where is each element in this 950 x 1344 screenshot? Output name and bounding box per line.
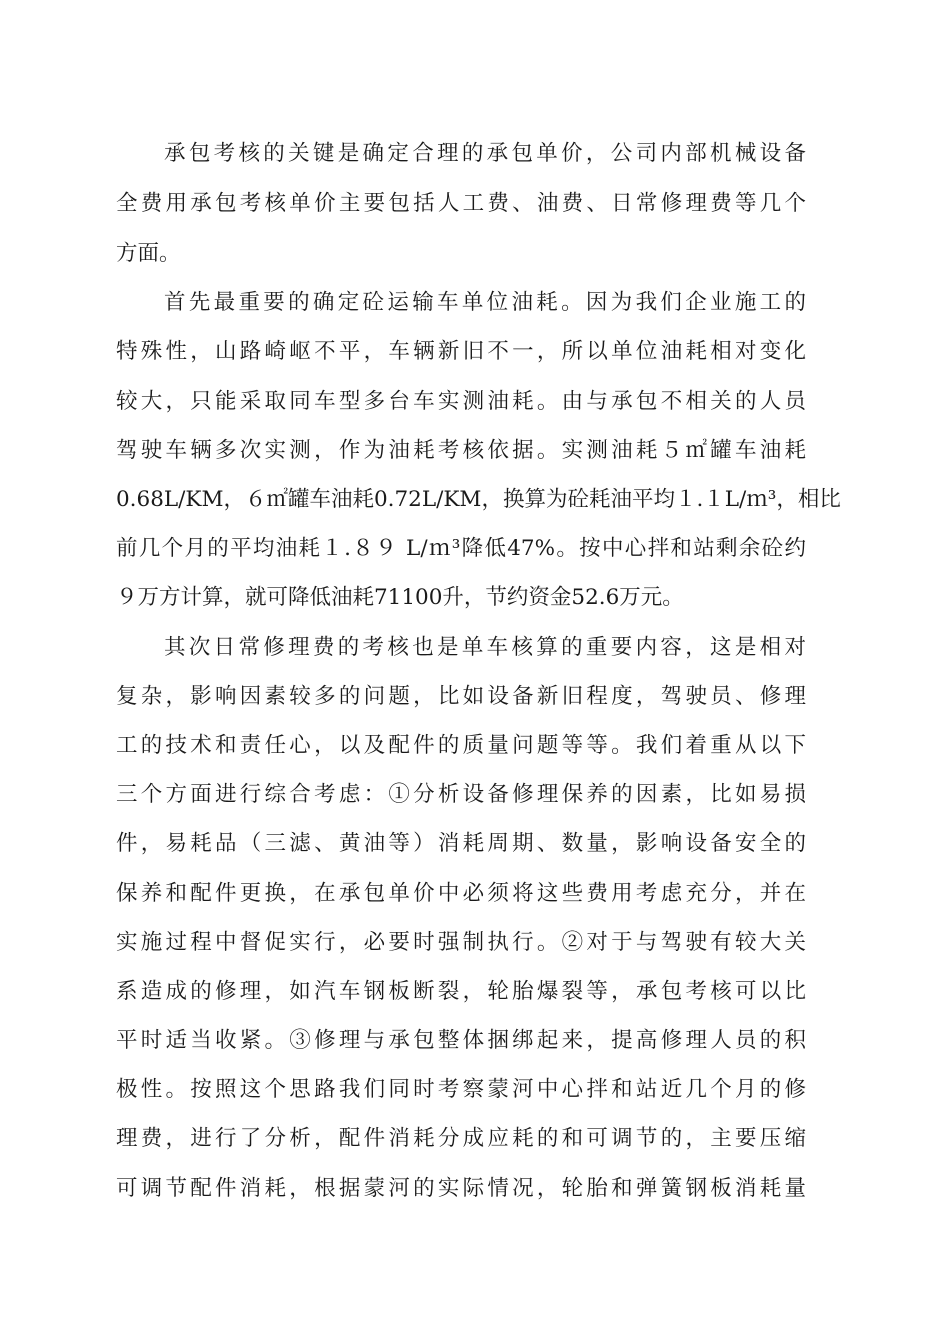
paragraph-3-line-8: 系造成的修理，如汽车钢板断裂，轮胎爆裂等，承包考核可以比 — [116, 979, 806, 1004]
paragraph-2-line-1: 首先最重要的确定砼运输车单位油耗。因为我们企业施工的 — [164, 290, 806, 315]
paragraph-3-line-7: 实施过程中督促实行，必要时强制执行。②对于与驾驶有较大关 — [116, 930, 806, 955]
paragraph-3-line-10: 极性。按照这个思路我们同时考察蒙河中心拌和站近几个月的修 — [116, 1077, 806, 1102]
paragraph-2-line-4: 驾驶车辆多次实测，作为油耗考核依据。实测油耗５㎡罐车油耗 — [116, 438, 806, 463]
paragraph-2-line-2: 特殊性，山路崎岖不平，车辆新旧不一，所以单位油耗相对变化 — [116, 339, 806, 364]
paragraph-1-line-2: 全费用承包考核单价主要包括人工费、油费、日常修理费等几个 — [116, 191, 806, 216]
paragraph-3-line-3: 工的技术和责任心，以及配件的质量问题等等。我们着重从以下 — [116, 733, 806, 758]
paragraph-3-line-11: 理费，进行了分析，配件消耗分成应耗的和可调节的，主要压缩 — [116, 1126, 806, 1151]
paragraph-2-line-6: 前几个月的平均油耗１.８９ L/ｍ³降低47%。按中心拌和站剩余砼约 — [116, 536, 806, 561]
paragraph-2-line-5: 0.68L/KM，６㎡罐车油耗0.72L/KM，换算为砼耗油平均１.１L/ｍ³，相比 — [116, 487, 841, 512]
paragraph-1-line-3: 方面。 — [116, 241, 181, 266]
paragraph-3-line-2: 复杂，影响因素较多的问题，比如设备新旧程度，驾驶员、修理 — [116, 684, 806, 709]
paragraph-3-line-1: 其次日常修理费的考核也是单车核算的重要内容，这是相对 — [164, 635, 806, 660]
paragraph-2-line-7: ９万方计算，就可降低油耗71100升，节约资金52.6万元。 — [116, 585, 684, 610]
paragraph-2-line-3: 较大，只能采取同车型多台车实测油耗。由与承包不相关的人员 — [116, 389, 806, 414]
paragraph-3-line-4: 三个方面进行综合考虑：①分析设备修理保养的因素，比如易损 — [116, 782, 806, 807]
paragraph-3-line-12: 可调节配件消耗，根据蒙河的实际情况，轮胎和弹簧钢板消耗量 — [116, 1176, 806, 1201]
paragraph-1-line-1: 承包考核的关键是确定合理的承包单价，公司内部机械设备 — [164, 141, 806, 166]
paragraph-3-line-9: 平时适当收紧。③修理与承包整体捆绑起来，提高修理人员的积 — [116, 1028, 806, 1053]
paragraph-3-line-5: 件，易耗品（三滤、黄油等）消耗周期、数量，影响设备安全的 — [116, 831, 806, 856]
paragraph-3-line-6: 保养和配件更换，在承包单价中必须将这些费用考虑充分，并在 — [116, 881, 806, 906]
